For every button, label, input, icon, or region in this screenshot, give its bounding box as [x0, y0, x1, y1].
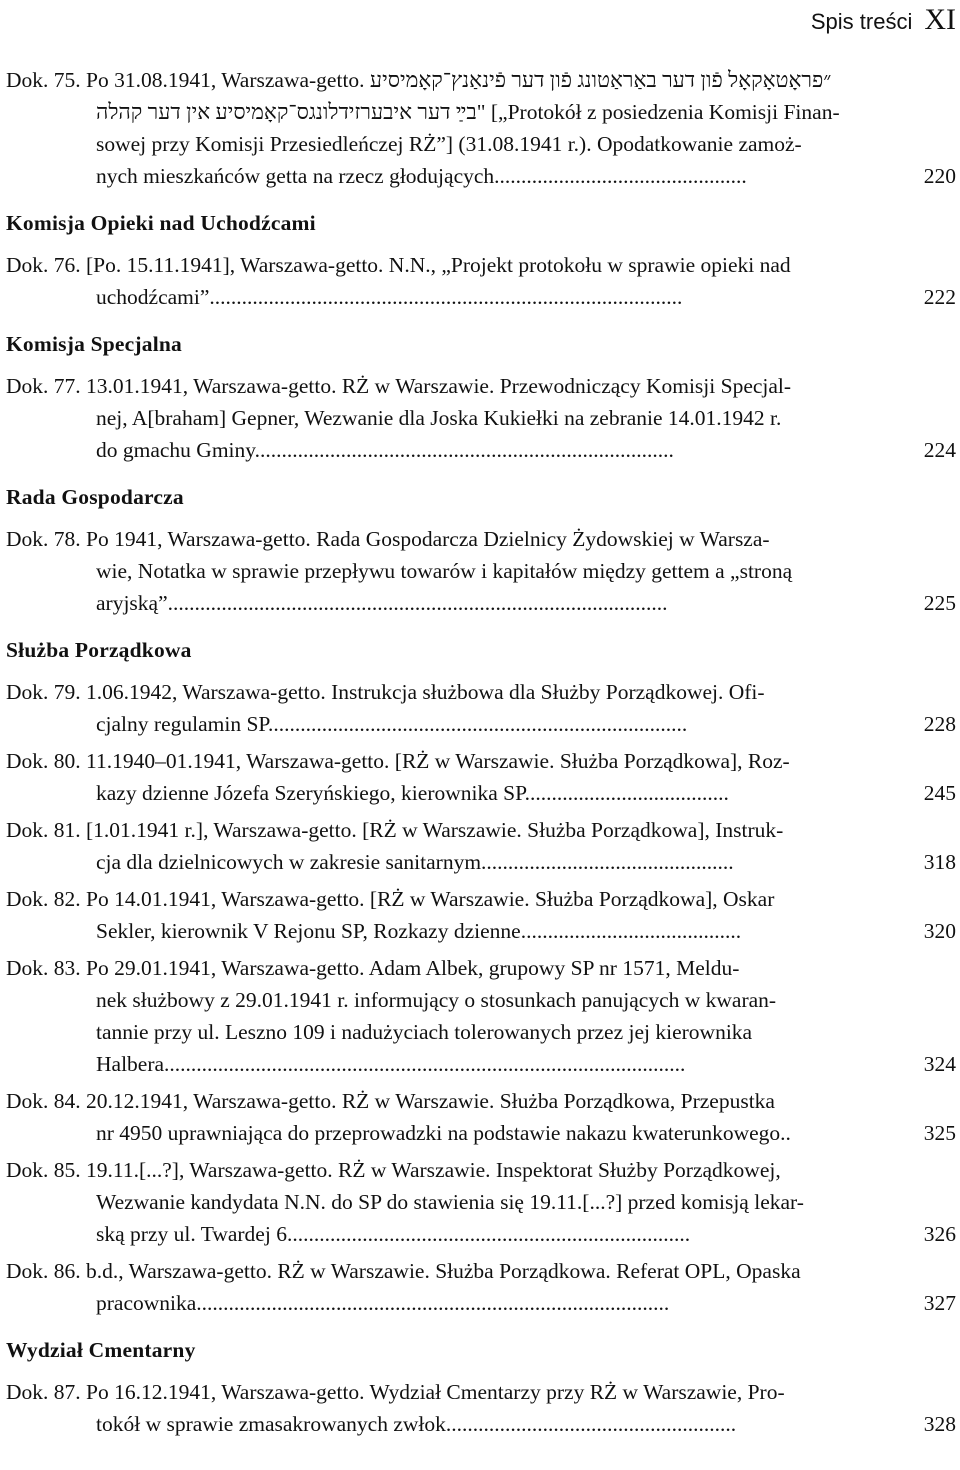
toc-entry-continuation-line: tokół w sprawie zmasakrowanych zwłok......................................................	[96, 1412, 737, 1436]
toc-entry-text	[6, 1085, 894, 1149]
toc-entry-line: Dok. 83. Po 29.01.1941, Warszawa-getto. Adam Albek, grupowy SP nr 1571, Meldu-	[6, 956, 740, 980]
section-heading: Komisja Opieki nad Uchodźcami	[6, 211, 316, 235]
toc-entry-line: Dok. 78. Po 1941, Warszawa-getto. Rada Gospodarcza Dzielnicy Żydowskiej w Warsza-	[6, 527, 770, 551]
toc-entry-page-number: 222	[923, 285, 956, 309]
toc-entry[interactable]	[6, 370, 956, 466]
toc-entry-line: Dok. 84. 20.12.1941, Warszawa-getto. RŻ w Warszawie. Służba Porządkowa, Przepustka	[6, 1089, 775, 1113]
toc-entry-line: Dok. 76. [Po. 15.11.1941], Warszawa-getto. N.N., „Projekt protokołu w sprawie opieki nad	[6, 253, 791, 277]
toc-entry[interactable]	[6, 1255, 956, 1319]
toc-entry[interactable]	[6, 1154, 956, 1250]
toc-entry-continuation-line: nych mieszkańców getta na rzecz głodujących...............................................	[96, 164, 747, 188]
toc-entry-text	[6, 249, 894, 313]
toc-entry[interactable]	[6, 1376, 956, 1440]
toc-entry-continuation-line: nek służbowy z 29.01.1941 r. informujący o stosunkach panujących w kwaran-	[96, 988, 777, 1012]
section-heading: Komisja Specjalna	[6, 332, 182, 356]
toc-entry-text	[6, 523, 894, 619]
toc-entry-continuation-line: בײַ דער איבערזידלונגס־קאָמיסיע אין דער קהלה" [„Protokół z posiedzenia Komisji Finan-	[96, 100, 840, 124]
toc-entry[interactable]	[6, 523, 956, 619]
toc-entry-continuation-line: aryjską”.............................................................................................	[96, 591, 668, 615]
toc-entry-page-number: 325	[923, 1121, 956, 1145]
toc-entry-text	[6, 883, 894, 947]
toc-entry-continuation-line: Halbera.................................................................................................	[96, 1052, 686, 1076]
toc-entry-page-number: 220	[923, 164, 956, 188]
toc-entry[interactable]	[6, 814, 956, 878]
toc-entry-line: Dok. 85. 19.11.[...?], Warszawa-getto. RŻ w Warszawie. Inspektorat Służby Porządkowej,	[6, 1158, 781, 1182]
toc-entry-page-number: 245	[923, 781, 956, 805]
toc-entry-page-number: 225	[923, 591, 956, 615]
toc-entry-text	[6, 814, 894, 878]
toc-entry-line: Dok. 75. Po 31.08.1941, Warszawa-getto. ״פראָטאָקאָל פֿון דער באַראַטונג פֿון דער פֿינאַנץ־קאָמיסיע	[6, 68, 832, 92]
toc-entry[interactable]	[6, 676, 956, 740]
toc-entry-continuation-line: cjalny regulamin SP..............................................................................	[96, 712, 688, 736]
running-head	[811, 0, 960, 40]
toc-entry-text	[6, 1154, 894, 1250]
toc-entry-line: Dok. 87. Po 16.12.1941, Warszawa-getto. Wydział Cmentarzy przy RŻ w Warszawie, Pro-	[6, 1380, 785, 1404]
toc-entry[interactable]	[6, 883, 956, 947]
toc-entry-page-number: 324	[923, 1052, 956, 1076]
toc-entry-page-number: 328	[923, 1412, 956, 1436]
toc-entry-line: Dok. 82. Po 14.01.1941, Warszawa-getto. [RŻ w Warszawie. Służba Porządkowa], Oskar	[6, 887, 775, 911]
toc-entry-line: Dok. 81. [1.01.1941 r.], Warszawa-getto. [RŻ w Warszawie. Służba Porządkowa], Instruk-	[6, 818, 784, 842]
toc-entry-line: Dok. 79. 1.06.1942, Warszawa-getto. Instrukcja służbowa dla Służby Porządkowej. Ofi-	[6, 680, 765, 704]
toc-entry-text	[6, 952, 894, 1080]
toc-entry-text	[6, 676, 894, 740]
section-heading: Służba Porządkowa	[6, 638, 192, 662]
toc-entry-line: Dok. 86. b.d., Warszawa-getto. RŻ w Warszawie. Służba Porządkowa. Referat OPL, Opaska	[6, 1259, 801, 1283]
toc-entry-continuation-line: cja dla dzielnicowych w zakresie sanitarnym...............................................	[96, 850, 734, 874]
toc-entry-continuation-line: sowej przy Komisji Przesiedleńczej RŻ”] (31.08.1941 r.). Opodatkowanie zamoż-	[96, 132, 802, 156]
toc-entry-page-number: 224	[923, 438, 956, 462]
toc-entry-continuation-line: tannie przy ul. Leszno 109 i nadużyciach tolerowanych przez jej kierownika	[96, 1020, 753, 1044]
toc-entry-line: Dok. 77. 13.01.1941, Warszawa-getto. RŻ w Warszawie. Przewodniczący Komisji Specjal-	[6, 374, 792, 398]
toc-entry[interactable]	[6, 1085, 956, 1149]
toc-entry-page-number: 318	[923, 850, 956, 874]
toc-entry-continuation-line: nej, A[braham] Gepner, Wezwanie dla Joska Kukiełki na zebranie 14.01.1942 r.	[96, 406, 782, 430]
toc-entry-text	[6, 370, 894, 466]
running-head-page-number: XI	[924, 3, 956, 36]
toc-entry-text	[6, 745, 894, 809]
toc-entry-continuation-line: pracownika........................................................................................	[96, 1291, 670, 1315]
toc-entry-continuation-line: do gmachu Gminy..............................................................................	[96, 438, 674, 462]
toc-entry-text	[6, 64, 894, 192]
toc-entry-continuation-line: uchodźcami”........................................................................................	[96, 285, 683, 309]
toc-entry-page-number: 326	[923, 1222, 956, 1246]
toc-entry-continuation-line: nr 4950 uprawniająca do przeprowadzki na podstawie nakazu kwaterunkowego..	[96, 1121, 791, 1145]
toc-entry[interactable]	[6, 952, 956, 1080]
toc-entry-continuation-line: wie, Notatka w sprawie przepływu towarów i kapitałów między gettem a „stroną	[96, 559, 793, 583]
section-heading: Wydział Cmentarny	[6, 1338, 196, 1362]
toc-entry-continuation-line: ską przy ul. Twardej 6...........................................................................	[96, 1222, 691, 1246]
toc-entry-text	[6, 1255, 894, 1319]
toc-entry[interactable]	[6, 745, 956, 809]
toc-entry-page-number: 228	[923, 712, 956, 736]
toc-entry-continuation-line: kazy dzienne Józefa Szeryńskiego, kierownika SP......................................	[96, 781, 729, 805]
toc-entry[interactable]	[6, 64, 956, 192]
toc-entry-page-number: 320	[923, 919, 956, 943]
table-of-contents	[6, 64, 956, 1445]
toc-entry-line: Dok. 80. 11.1940–01.1941, Warszawa-getto. [RŻ w Warszawie. Służba Porządkowa], Roz-	[6, 749, 790, 773]
section-heading: Rada Gospodarcza	[6, 485, 184, 509]
running-head-title: Spis treści	[810, 9, 913, 34]
toc-entry-text	[6, 1376, 894, 1440]
toc-entry-continuation-line: Wezwanie kandydata N.N. do SP do stawienia się 19.11.[...?] przed komisją lekar-	[96, 1190, 804, 1214]
toc-entry-continuation-line: Sekler, kierownik V Rejonu SP, Rozkazy dzienne.........................................	[96, 919, 742, 943]
toc-entry[interactable]	[6, 249, 956, 313]
toc-entry-page-number: 327	[923, 1291, 956, 1315]
